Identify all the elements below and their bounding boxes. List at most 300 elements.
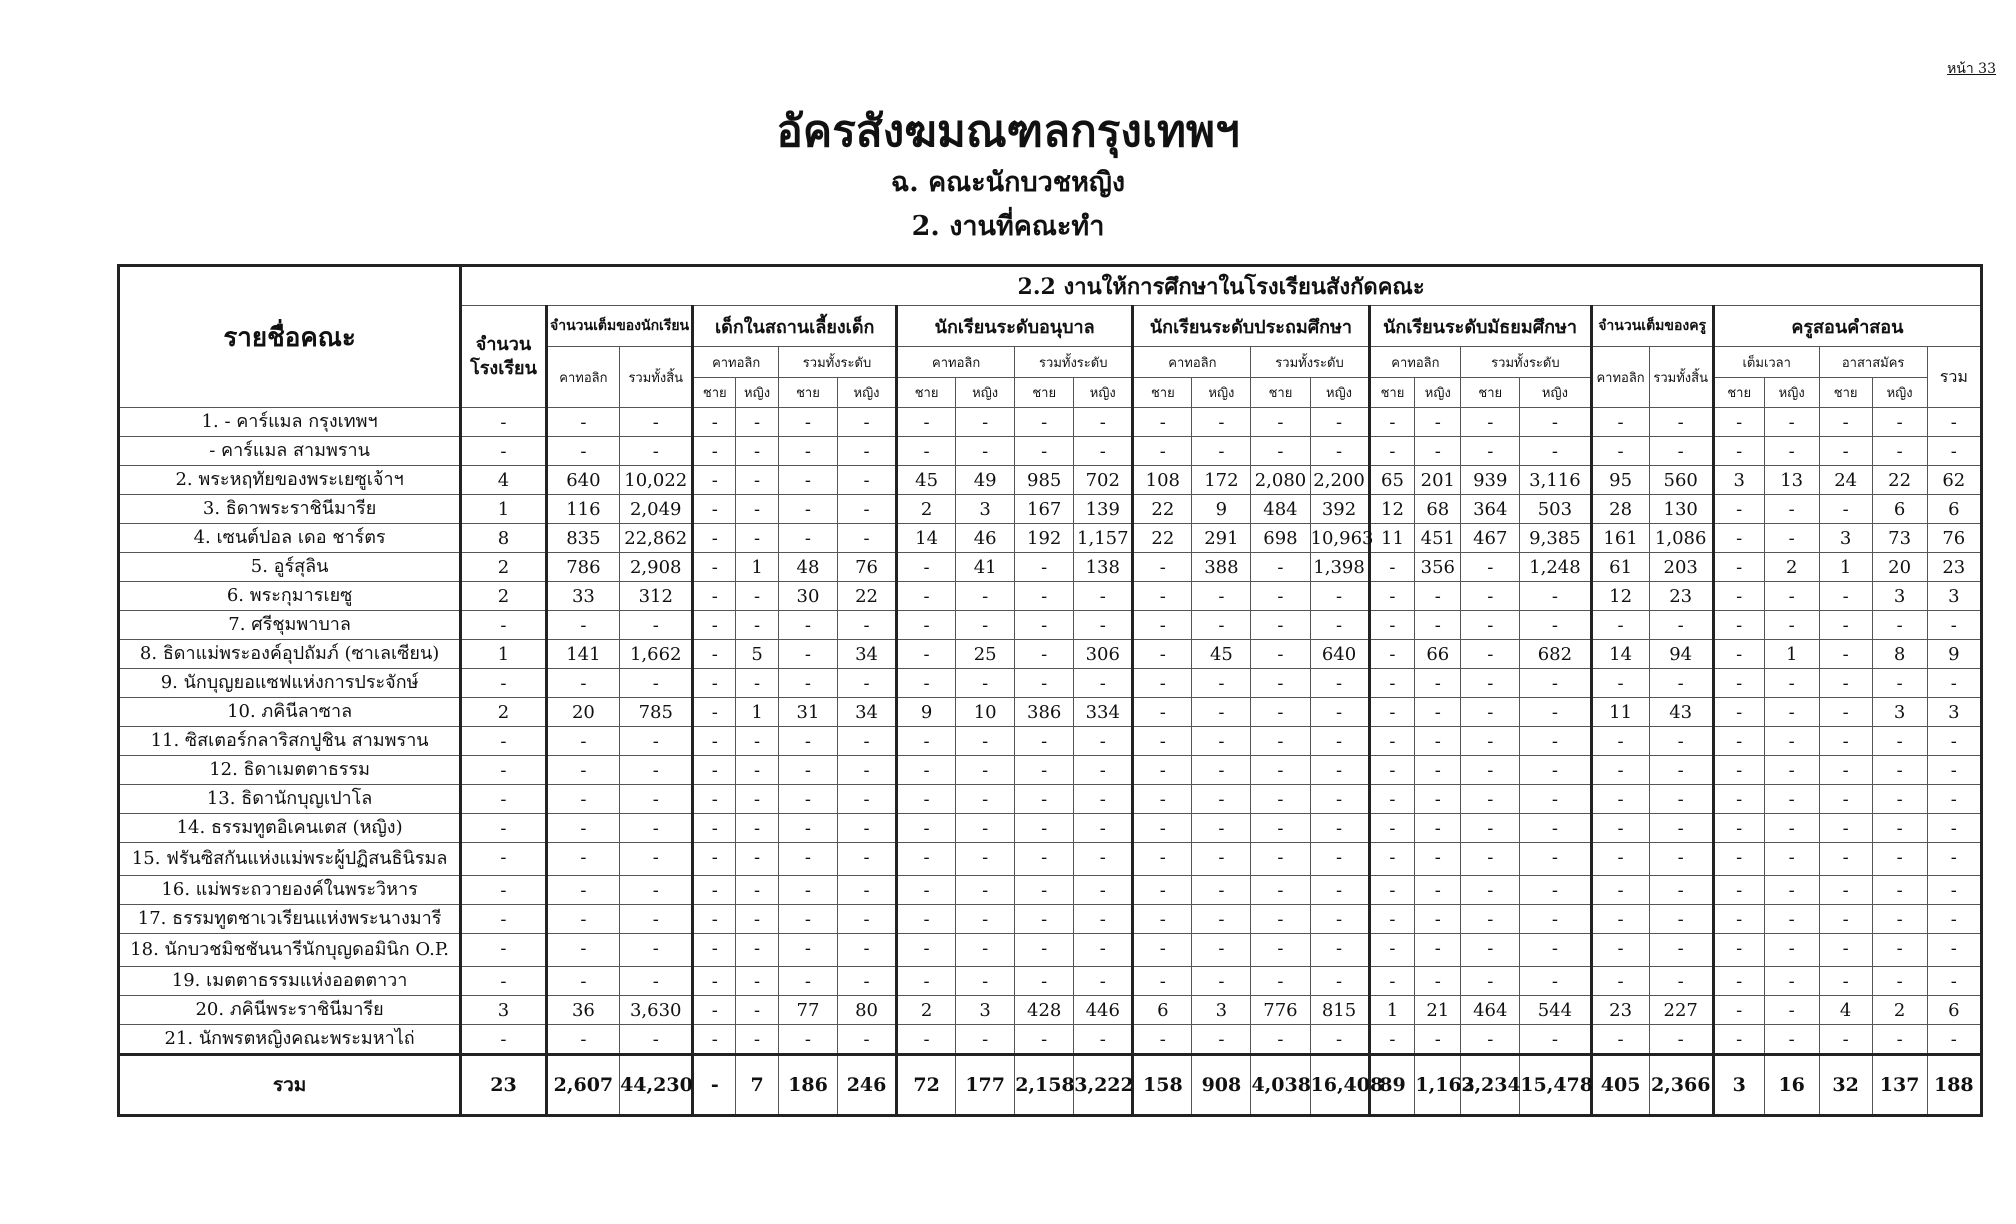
cell: - <box>1819 669 1872 698</box>
total-label: รวม <box>119 1055 461 1116</box>
cell: 65 <box>1369 466 1415 495</box>
cell: - <box>461 843 547 876</box>
cell: - <box>1251 727 1310 756</box>
cell: 386 <box>1015 698 1074 727</box>
table-row <box>119 669 1982 698</box>
cell: - <box>546 814 619 843</box>
cell: - <box>1415 967 1461 996</box>
cell: - <box>1251 408 1310 437</box>
cell: - <box>736 905 779 934</box>
cell: - <box>1872 611 1927 640</box>
cell: 3 <box>461 996 547 1025</box>
cell: - <box>1819 814 1872 843</box>
cell: - <box>461 756 547 785</box>
cell: - <box>1133 934 1192 967</box>
cell: 835 <box>546 524 619 553</box>
cell: 2,080 <box>1251 466 1310 495</box>
cell: - <box>897 408 956 437</box>
cell: - <box>1310 814 1369 843</box>
cell: - <box>693 408 736 437</box>
cell: - <box>838 785 897 814</box>
cell: - <box>1192 843 1251 876</box>
cell: 3 <box>956 996 1015 1025</box>
cell: - <box>838 934 897 967</box>
cell: - <box>1369 640 1415 669</box>
cell: 464 <box>1461 996 1520 1025</box>
cell: - <box>1649 876 1713 905</box>
cell: - <box>1649 905 1713 934</box>
cell: 2,049 <box>620 495 693 524</box>
cell: - <box>736 582 779 611</box>
cell: - <box>778 466 837 495</box>
cell: 6 <box>1872 495 1927 524</box>
cell: - <box>1192 698 1251 727</box>
secondary-total-header: รวมทั้งระดับ <box>1461 347 1591 378</box>
cell: 815 <box>1310 996 1369 1025</box>
cell: - <box>1819 640 1872 669</box>
cell: 6 <box>1927 495 1981 524</box>
cell: - <box>1461 876 1520 905</box>
cell: - <box>1461 814 1520 843</box>
cell: 364 <box>1461 495 1520 524</box>
cell: - <box>461 905 547 934</box>
cell: 702 <box>1074 466 1133 495</box>
cell: - <box>1764 905 1819 934</box>
cell: - <box>956 814 1015 843</box>
cell: - <box>1461 698 1520 727</box>
cell: - <box>1461 934 1520 967</box>
cell: - <box>1074 727 1133 756</box>
table-row <box>119 524 1982 553</box>
cell: - <box>1764 785 1819 814</box>
cell: 130 <box>1649 495 1713 524</box>
cell: - <box>897 756 956 785</box>
cell: 49 <box>956 466 1015 495</box>
cell: 451 <box>1415 524 1461 553</box>
cell: - <box>1015 582 1074 611</box>
cell: 2,908 <box>620 553 693 582</box>
cell: - <box>1015 727 1074 756</box>
cell: 3 <box>1819 524 1872 553</box>
cell: - <box>1015 967 1074 996</box>
cell: 23 <box>1591 996 1649 1025</box>
cell: 9 <box>1192 495 1251 524</box>
cell: - <box>897 437 956 466</box>
cell: - <box>693 996 736 1025</box>
cell: - <box>736 756 779 785</box>
cell: - <box>1713 408 1764 437</box>
cell: - <box>1713 785 1764 814</box>
cell: - <box>1461 967 1520 996</box>
cell: - <box>1764 996 1819 1025</box>
cell: - <box>1520 611 1591 640</box>
table-row <box>119 437 1982 466</box>
cell: - <box>1520 408 1591 437</box>
cell: 76 <box>838 553 897 582</box>
cell: - <box>461 876 547 905</box>
row-name: 13. ธิดานักบุญเปาโล <box>119 785 461 814</box>
cell: - <box>1764 524 1819 553</box>
cell: 356 <box>1415 553 1461 582</box>
cell: - <box>1369 934 1415 967</box>
cell: - <box>1133 698 1192 727</box>
cell: - <box>897 1025 956 1055</box>
cell: - <box>956 876 1015 905</box>
cell: - <box>693 553 736 582</box>
cell: 12 <box>1591 582 1649 611</box>
cell: - <box>838 466 897 495</box>
cell: - <box>1133 1025 1192 1055</box>
kindergarten-catholic-male-header: ชาย <box>897 378 956 408</box>
cell: - <box>1015 611 1074 640</box>
cell: - <box>1310 1025 1369 1055</box>
cell: - <box>693 640 736 669</box>
cell: - <box>838 495 897 524</box>
cell: - <box>778 905 837 934</box>
cell: - <box>1872 967 1927 996</box>
cell: - <box>1015 756 1074 785</box>
cell: - <box>546 437 619 466</box>
cell: 2 <box>461 582 547 611</box>
cell: 22 <box>838 582 897 611</box>
total-row <box>119 1055 1982 1116</box>
cell: - <box>1310 408 1369 437</box>
cell: - <box>693 669 736 698</box>
cell: - <box>897 640 956 669</box>
cell: 45 <box>897 466 956 495</box>
cell: - <box>1591 785 1649 814</box>
table-row <box>119 876 1982 905</box>
cell: - <box>1461 669 1520 698</box>
row-name: 7. ศรีชุมพาบาล <box>119 611 461 640</box>
cell: - <box>778 408 837 437</box>
cell: 227 <box>1649 996 1713 1025</box>
cell: 682 <box>1520 640 1591 669</box>
cell: - <box>1872 727 1927 756</box>
orphanage-total-female-header: หญิง <box>838 378 897 408</box>
primary-total-female-header: หญิง <box>1310 378 1369 408</box>
cell: 188 <box>1927 1055 1981 1116</box>
cell: - <box>620 814 693 843</box>
cell: - <box>1520 437 1591 466</box>
cell: - <box>1133 640 1192 669</box>
cell: 167 <box>1015 495 1074 524</box>
cell: - <box>1461 437 1520 466</box>
cell: - <box>956 669 1015 698</box>
cell: - <box>1713 756 1764 785</box>
cell: - <box>1819 495 1872 524</box>
cell: - <box>1649 843 1713 876</box>
cell: 22,862 <box>620 524 693 553</box>
primary-header: นักเรียนระดับประถมศึกษา <box>1133 306 1369 347</box>
cell: 776 <box>1251 996 1310 1025</box>
cell: - <box>1461 727 1520 756</box>
cell: 1 <box>1369 996 1415 1025</box>
table-row <box>119 408 1982 437</box>
cell: - <box>736 437 779 466</box>
cell: - <box>956 408 1015 437</box>
cell: - <box>1713 814 1764 843</box>
page-title: อัครสังฆมณฑลกรุงเทพฯ <box>776 106 1240 157</box>
cell: - <box>1520 1025 1591 1055</box>
cell: - <box>838 524 897 553</box>
cell: - <box>693 934 736 967</box>
cell: - <box>1133 814 1192 843</box>
cell: - <box>1415 905 1461 934</box>
cell: - <box>778 814 837 843</box>
cell: - <box>546 669 619 698</box>
cell: - <box>897 876 956 905</box>
cell: - <box>1415 437 1461 466</box>
cell: - <box>1872 1025 1927 1055</box>
cell: - <box>1764 582 1819 611</box>
cell: - <box>1015 640 1074 669</box>
cell: - <box>1649 437 1713 466</box>
cell: 9 <box>897 698 956 727</box>
catechists-volunteer-female-header: หญิง <box>1872 378 1927 408</box>
cell: 1 <box>1819 553 1872 582</box>
cell: - <box>1015 876 1074 905</box>
cell: - <box>1591 756 1649 785</box>
cell: - <box>1927 408 1981 437</box>
table-row <box>119 756 1982 785</box>
cell: - <box>1015 669 1074 698</box>
cell: 34 <box>838 640 897 669</box>
cell: - <box>956 1025 1015 1055</box>
cell: 62 <box>1927 466 1981 495</box>
students-catholic-header: คาทอลิก <box>546 347 619 408</box>
row-name: 3. ธิดาพระราชินีมารีย <box>119 495 461 524</box>
cell: 1 <box>736 698 779 727</box>
cell: - <box>1764 934 1819 967</box>
cell: - <box>546 843 619 876</box>
cell: - <box>546 756 619 785</box>
cell: - <box>1591 876 1649 905</box>
teachers-total-all-header: รวมทั้งสิ้น <box>1649 347 1713 408</box>
cell: 10,022 <box>620 466 693 495</box>
cell: - <box>1251 756 1310 785</box>
cell: - <box>1713 611 1764 640</box>
cell: - <box>693 814 736 843</box>
cell: - <box>1192 582 1251 611</box>
cell: - <box>1819 905 1872 934</box>
cell: - <box>1074 843 1133 876</box>
cell: - <box>1764 727 1819 756</box>
cell: - <box>1133 408 1192 437</box>
section-subtitle: 2. งานที่คณะทำ <box>911 211 1105 242</box>
cell: 698 <box>1251 524 1310 553</box>
cell: 22 <box>1133 524 1192 553</box>
cell: - <box>1415 698 1461 727</box>
cell: - <box>778 611 837 640</box>
kindergarten-total-header: รวมทั้งระดับ <box>1015 347 1133 378</box>
cell: - <box>1819 876 1872 905</box>
cell: 2,366 <box>1649 1055 1713 1116</box>
cell: 2,234 <box>1461 1055 1520 1116</box>
cell: - <box>1133 437 1192 466</box>
cell: - <box>1764 843 1819 876</box>
cell: - <box>1251 553 1310 582</box>
cell: - <box>693 967 736 996</box>
cell: 138 <box>1074 553 1133 582</box>
cell: - <box>1649 785 1713 814</box>
cell: 392 <box>1310 495 1369 524</box>
cell: - <box>1713 1025 1764 1055</box>
cell: - <box>1192 756 1251 785</box>
cell: - <box>1015 934 1074 967</box>
cell: - <box>1819 934 1872 967</box>
cell: - <box>1192 905 1251 934</box>
cell: - <box>1461 843 1520 876</box>
cell: 16,408 <box>1310 1055 1369 1116</box>
cell: 7 <box>736 1055 779 1116</box>
cell: - <box>1251 582 1310 611</box>
kindergarten-catholic-female-header: หญิง <box>956 378 1015 408</box>
cell: 6 <box>1133 996 1192 1025</box>
row-name: 9. นักบุญยอแซฟแห่งการประจักษ์ <box>119 669 461 698</box>
row-name: 17. ธรรมทูตชาเวเรียนแห่งพระนางมารี <box>119 905 461 934</box>
row-name: 14. ธรรมทูตอิเคนเตส (หญิง) <box>119 814 461 843</box>
cell: - <box>1369 843 1415 876</box>
cell: - <box>1649 967 1713 996</box>
cell: - <box>546 967 619 996</box>
cell: 1,086 <box>1649 524 1713 553</box>
cell: - <box>1369 756 1415 785</box>
cell: - <box>1461 408 1520 437</box>
cell: 14 <box>897 524 956 553</box>
cell: 2 <box>1872 996 1927 1025</box>
cell: - <box>1369 1025 1415 1055</box>
cell: - <box>1415 727 1461 756</box>
cell: 32 <box>1819 1055 1872 1116</box>
cell: 2 <box>897 996 956 1025</box>
cell: - <box>693 876 736 905</box>
cell: - <box>1520 814 1591 843</box>
cell: - <box>1713 495 1764 524</box>
cell: - <box>1927 934 1981 967</box>
page-subtitle: ฉ. คณะนักบวชหญิง <box>890 167 1126 198</box>
teachers-catholic-header: คาทอลิก <box>1591 347 1649 408</box>
cell: 312 <box>620 582 693 611</box>
cell: 23 <box>1649 582 1713 611</box>
cell: - <box>897 727 956 756</box>
cell: 503 <box>1520 495 1591 524</box>
cell: - <box>1192 1025 1251 1055</box>
cell: 3,116 <box>1520 466 1591 495</box>
cell: - <box>1520 785 1591 814</box>
cell: - <box>736 466 779 495</box>
cell: 203 <box>1649 553 1713 582</box>
cell: - <box>1520 756 1591 785</box>
cell: - <box>1764 408 1819 437</box>
cell: - <box>1192 934 1251 967</box>
cell: - <box>1872 756 1927 785</box>
cell: - <box>461 1025 547 1055</box>
cell: 544 <box>1520 996 1591 1025</box>
cell: - <box>1819 611 1872 640</box>
cell: - <box>1015 905 1074 934</box>
cell: - <box>1591 934 1649 967</box>
cell: 8 <box>461 524 547 553</box>
cell: - <box>1927 756 1981 785</box>
cell: - <box>1369 437 1415 466</box>
cell: - <box>736 843 779 876</box>
cell: - <box>1074 785 1133 814</box>
cell: - <box>1251 1025 1310 1055</box>
cell: - <box>1764 698 1819 727</box>
name-column-header: รายชื่อคณะ <box>119 266 461 408</box>
cell: 2,158 <box>1015 1055 1074 1116</box>
cell: 4 <box>1819 996 1872 1025</box>
cell: 24 <box>1819 466 1872 495</box>
orphanage-total-header: รวมทั้งระดับ <box>778 347 896 378</box>
cell: - <box>1649 1025 1713 1055</box>
cell: - <box>1764 437 1819 466</box>
cell: - <box>1369 905 1415 934</box>
cell: - <box>1310 876 1369 905</box>
primary-catholic-female-header: หญิง <box>1192 378 1251 408</box>
cell: 1 <box>736 553 779 582</box>
cell: - <box>1872 876 1927 905</box>
cell: - <box>897 582 956 611</box>
cell: - <box>1591 437 1649 466</box>
cell: - <box>956 437 1015 466</box>
cell: - <box>1819 582 1872 611</box>
cell: - <box>1591 1025 1649 1055</box>
cell: - <box>1133 843 1192 876</box>
cell: - <box>778 524 837 553</box>
cell: - <box>1872 814 1927 843</box>
cell: - <box>620 843 693 876</box>
cell: 68 <box>1415 495 1461 524</box>
cell: - <box>1133 727 1192 756</box>
cell: - <box>1133 611 1192 640</box>
cell: - <box>1251 814 1310 843</box>
cell: - <box>1927 1025 1981 1055</box>
cell: 25 <box>956 640 1015 669</box>
cell: - <box>1461 785 1520 814</box>
orphanage-total-male-header: ชาย <box>778 378 837 408</box>
cell: 2,200 <box>1310 466 1369 495</box>
cell: - <box>1872 934 1927 967</box>
cell: 785 <box>620 698 693 727</box>
cell: - <box>838 843 897 876</box>
cell: - <box>1520 698 1591 727</box>
cell: 2,607 <box>546 1055 619 1116</box>
cell: 3 <box>1927 582 1981 611</box>
cell: 14 <box>1591 640 1649 669</box>
cell: - <box>838 814 897 843</box>
cell: - <box>736 669 779 698</box>
cell: - <box>1927 843 1981 876</box>
cell: - <box>1764 1025 1819 1055</box>
cell: - <box>1713 437 1764 466</box>
cell: - <box>546 905 619 934</box>
cell: - <box>1251 905 1310 934</box>
cell: - <box>1369 553 1415 582</box>
cell: - <box>838 437 897 466</box>
cell: - <box>620 1025 693 1055</box>
cell: 939 <box>1461 466 1520 495</box>
cell: - <box>693 466 736 495</box>
cell: - <box>1520 967 1591 996</box>
cell: 467 <box>1461 524 1520 553</box>
cell: - <box>1310 843 1369 876</box>
cell: - <box>1927 905 1981 934</box>
cell: - <box>1251 669 1310 698</box>
students-total-header: รวมทั้งสิ้น <box>620 347 693 408</box>
cell: - <box>546 408 619 437</box>
